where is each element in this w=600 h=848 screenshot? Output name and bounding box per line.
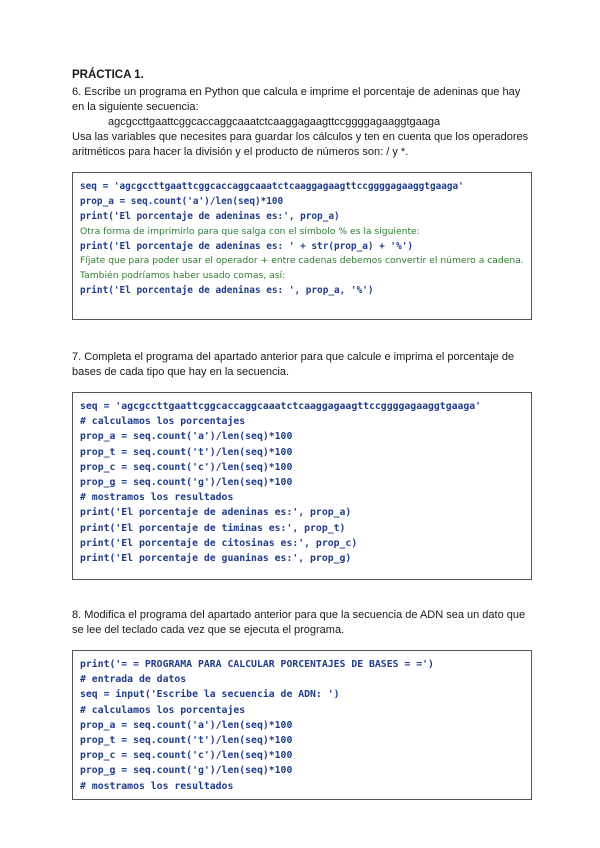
code-line: # mostramos los resultados <box>80 780 234 792</box>
q7-code-box <box>72 392 532 580</box>
code-line: prop_a = seq.count('a')/len(seq)*100 <box>80 196 284 208</box>
code-line: seq = 'agcgccttgaattcggcaccaggcaaatctcaaggagaagttccggggagaaggtgaaga' <box>80 401 482 412</box>
document-page <box>72 68 532 800</box>
code-line: print('El porcentaje de adeninas es:', prop_a) <box>80 211 340 223</box>
code-line: # mostramos los resultados <box>80 492 234 504</box>
code-line: prop_g = seq.count('g')/len(seq)*100 <box>80 477 293 489</box>
q8-intro: 8. Modifica el programa del apartado anterior para que la secuencia de ADN sea un dato que se lee del teclado cada vez que se ejecuta el programa. <box>72 609 526 636</box>
question-6 <box>72 85 532 320</box>
code-line: print('El porcentaje de adeninas es: ' + str(prop_a) + '%') <box>80 241 414 253</box>
code-line: print('El porcentaje de adeninas es:', prop_a) <box>80 507 352 519</box>
code-line: # entrada de datos <box>80 674 187 686</box>
q6-code-box <box>72 172 532 320</box>
code-line: seq = 'agcgccttgaattcggcaccaggcaaatctcaaggagaagttccggggagaaggtgaaga' <box>80 181 464 192</box>
page-title: PRÁCTICA 1. <box>72 69 144 81</box>
code-line: prop_a = seq.count('a')/len(seq)*100 <box>80 431 293 443</box>
code-comment: Otra forma de imprimirlo para que salga con el símbolo % es la siguiente: <box>80 225 420 237</box>
code-line: prop_t = seq.count('t')/len(seq)*100 <box>80 446 293 458</box>
code-line: prop_t = seq.count('t')/len(seq)*100 <box>80 735 293 747</box>
code-line: print('El porcentaje de adeninas es: ', prop_a, '%') <box>80 285 374 297</box>
code-line: prop_c = seq.count('c')/len(seq)*100 <box>80 461 293 473</box>
q6-note: Usa las variables que necesites para guardar los cálculos y ten en cuenta que los operadores aritméticos para hacer la división y el producto de números son: / y *. <box>72 131 529 158</box>
code-line: print('El porcentaje de guaninas es:', prop_g) <box>80 553 352 565</box>
code-comment: Fíjate que para poder usar el operador + entre cadenas debemos convertir el número a cadena. También podríamos haber usado comas, así: <box>80 255 524 281</box>
q8-code-box <box>72 650 532 800</box>
code-line: # calculamos los porcentajes <box>80 416 246 428</box>
q6-sequence: agcgccttgaattcggcaccaggcaaatctcaaggagaagttccggggagaaggtgaaga <box>108 116 441 128</box>
code-line: prop_c = seq.count('c')/len(seq)*100 <box>80 750 293 762</box>
q7-intro: 7. Completa el programa del apartado anterior para que calcule e imprima el porcentaje de bases de cada tipo que hay en la secuencia. <box>72 351 515 378</box>
code-line: seq = input('Escribe la secuencia de ADN: ') <box>80 689 340 701</box>
code-line: prop_g = seq.count('g')/len(seq)*100 <box>80 765 293 777</box>
q6-intro: 6. Escribe un programa en Python que calcula e imprime el porcentaje de adeninas que hay en la siguiente secuencia: <box>72 86 521 113</box>
code-line: print('El porcentaje de timinas es:', prop_t) <box>80 522 346 534</box>
code-line: # calculamos los porcentajes <box>80 704 246 716</box>
question-7 <box>72 350 532 580</box>
code-line: print('El porcentaje de citosinas es:', prop_c) <box>80 537 358 549</box>
question-8 <box>72 608 532 800</box>
code-line: print('= = PROGRAMA PARA CALCULAR PORCENTAJES DE BASES = =') <box>80 659 434 670</box>
code-line: prop_a = seq.count('a')/len(seq)*100 <box>80 719 293 731</box>
